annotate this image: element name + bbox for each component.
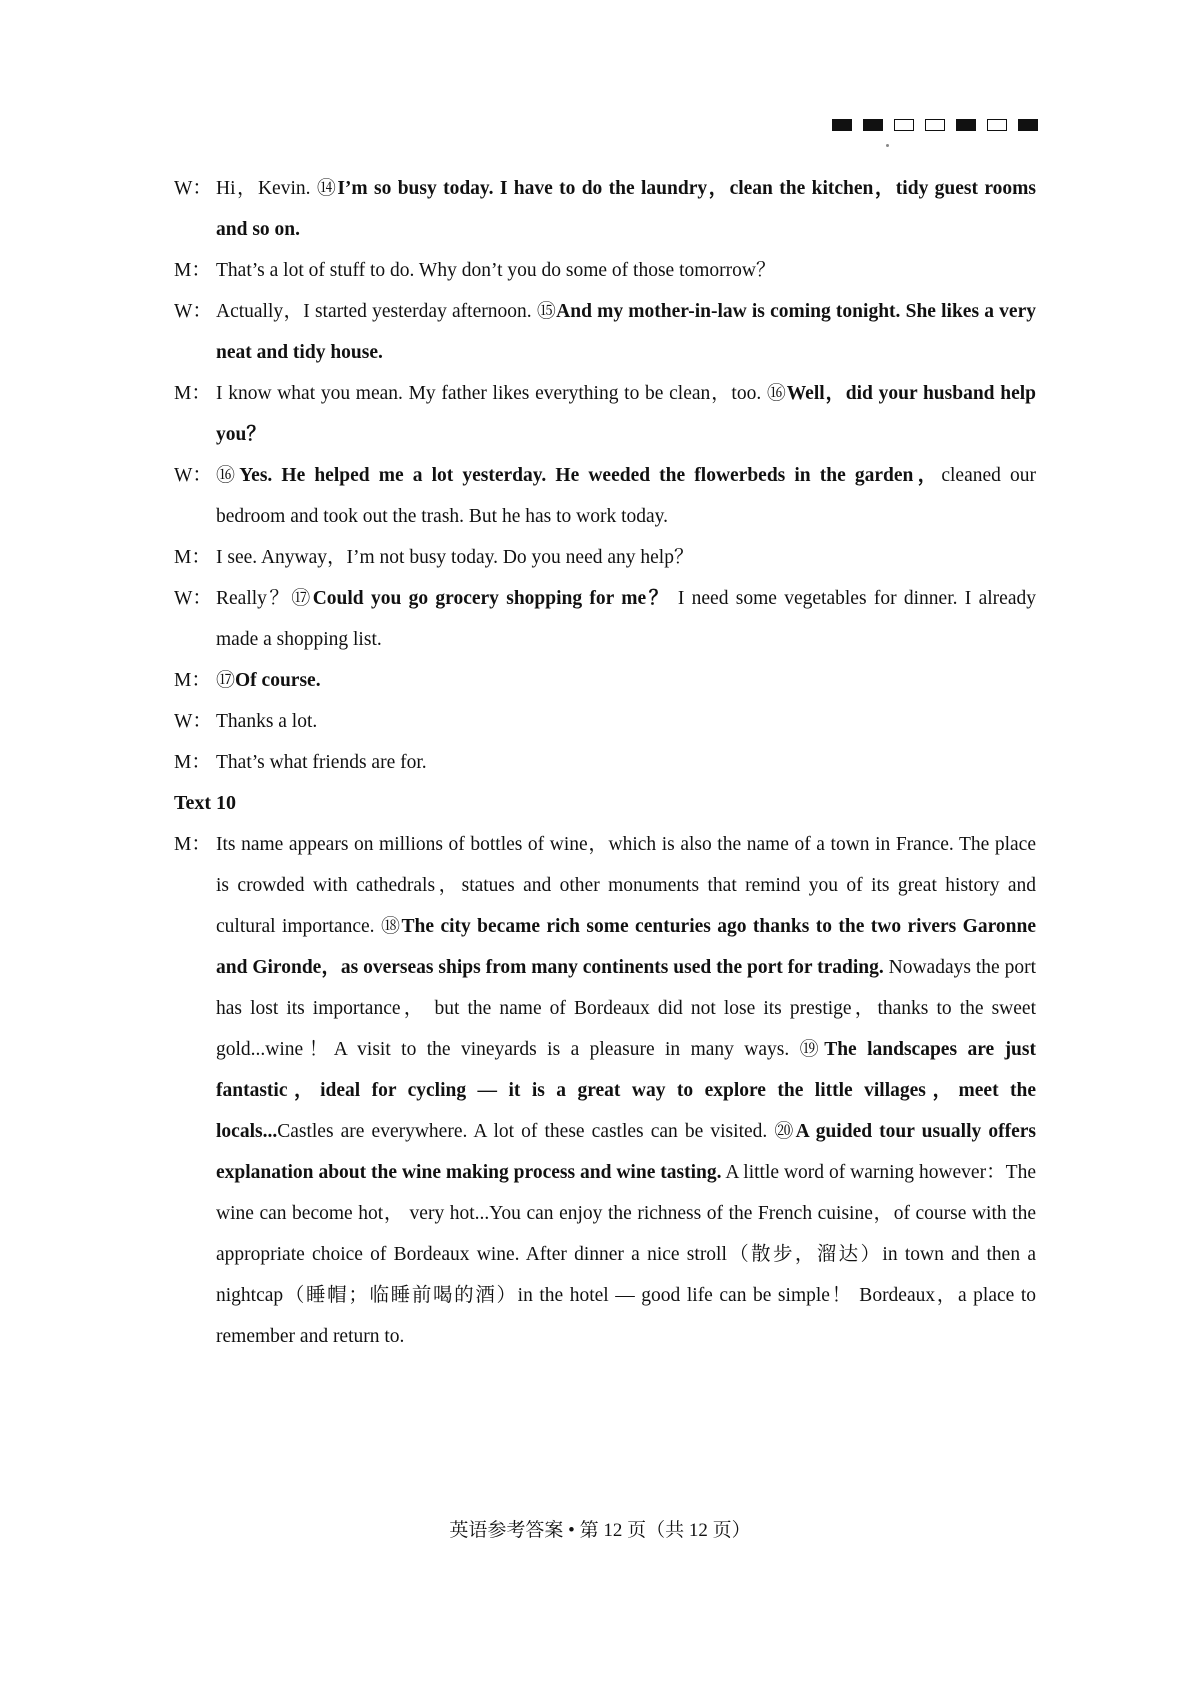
dialogue-line: [174, 660, 1036, 701]
answer-highlight: The landscapes are just fantastic，ideal for cycling — it is a great way to explore the little villages，meet the locals...: [216, 1039, 1036, 1142]
dialogue-line: [174, 291, 1036, 373]
question-number: ⑮: [536, 301, 557, 322]
monologue-text: [216, 834, 1036, 1347]
dialogue-line: [174, 537, 1036, 578]
filled-square-mark: [863, 119, 883, 131]
speaker-label: W：: [174, 711, 212, 732]
dialogue-line: [174, 455, 1036, 537]
speaker-label: M：: [174, 670, 211, 691]
page-marks: [832, 119, 1038, 131]
dialogue-line: [174, 250, 1036, 291]
text-run: Really？: [216, 588, 292, 609]
text-run: I see. Anyway，I’m not busy today. Do you need any help？: [216, 547, 694, 568]
question-number: ⑰: [291, 588, 313, 609]
dialogue-line: [174, 373, 1036, 455]
question-number: ⑲: [799, 1039, 825, 1060]
speaker-label: W：: [174, 178, 212, 199]
speaker-label: M：: [174, 752, 211, 773]
empty-square-mark: [894, 119, 914, 131]
text-run: That’s what friends are for.: [216, 752, 427, 773]
dialogue-line: [174, 578, 1036, 660]
speaker-label: M：: [174, 834, 211, 855]
text-run: That’s a lot of stuff to do. Why don’t you do some of those tomorrow？: [216, 260, 776, 281]
text-run: Castles are everywhere. A lot of these castles can be visited.: [277, 1121, 775, 1142]
speaker-label: M：: [174, 383, 211, 404]
text-run: I know what you mean. My father likes everything to be clean，too.: [216, 383, 767, 404]
text-run: I need some vegetables for dinner. I already made a shopping list.: [216, 588, 1036, 650]
speaker-label: W：: [174, 301, 212, 322]
answer-content: [174, 168, 1036, 1357]
page-footer: 英语参考答案 • 第 12 页（共 12 页）: [449, 1520, 751, 1541]
answer-highlight: The city became rich some centuries ago thanks to the two rivers Garonne and Gironde，as overseas ships from many continents used the port for trading.: [216, 916, 1036, 978]
answer-highlight: Well，did your husband help you？: [216, 383, 1036, 445]
text-run: Hi，Kevin.: [216, 178, 317, 199]
empty-square-mark: [987, 119, 1007, 131]
answer-highlight: I’m so busy today. I have to do the laundry，clean the kitchen，tidy guest rooms and so on.: [216, 178, 1036, 240]
text-run: cleaned our bedroom and took out the trash. But he has to work today.: [216, 465, 1036, 527]
section-heading: Text 10: [174, 792, 237, 814]
question-number: ⑳: [774, 1121, 796, 1142]
question-number: ⑭: [316, 178, 338, 199]
dialogue-line: [174, 701, 1036, 742]
text-run: Thanks a lot.: [216, 711, 318, 732]
dialogue-line: [174, 168, 1036, 250]
question-number: ⑯: [766, 383, 787, 404]
dialogue: [174, 168, 1036, 783]
text-run: A little word of warning however：The wine can become hot， very hot...You can enjoy the richness of the French cuisine，of course with the appropriate choice of Bordeaux wine. After dinner a nice stroll（散步，溜达）in town and then a nightcap（睡帽；临睡前喝的酒）in the hotel — good life can be simple！ Bordeaux，a place to remember and return to.: [216, 1162, 1036, 1347]
filled-square-mark: [956, 119, 976, 131]
answer-highlight: Of course.: [235, 670, 321, 691]
speck: [886, 144, 889, 147]
text-run: Its name appears on millions of bottles of wine，which is also the name of a town in France. The place is crowded with cathedrals，statues and other monuments that remind you of its great history and cultural importance.: [216, 834, 1036, 937]
text-run: Actually，I started yesterday afternoon.: [216, 301, 537, 322]
answer-highlight: Yes. He helped me a lot yesterday. He weeded the flowerbeds in the garden，: [239, 465, 942, 486]
filled-square-mark: [832, 119, 852, 131]
text-run: Nowadays the port has lost its importance， but the name of Bordeaux did not lose its prestige，thanks to the sweet gold...wine！A visit to the vineyards is a pleasure in many ways.: [216, 957, 1036, 1060]
question-number: ⑱: [380, 916, 402, 937]
speaker-label: W：: [174, 588, 212, 609]
monologue: [174, 824, 1036, 1357]
speaker-label: M：: [174, 260, 211, 281]
speaker-label: W：: [174, 465, 212, 486]
answer-highlight: A guided tour usually offers explanation about the wine making process and wine tasting.: [216, 1121, 1036, 1183]
empty-square-mark: [925, 119, 945, 131]
dialogue-line: [174, 742, 1036, 783]
question-number: ⑯: [216, 465, 240, 486]
question-number: ⑰: [216, 670, 236, 691]
speaker-label: M：: [174, 547, 211, 568]
filled-square-mark: [1018, 119, 1038, 131]
answer-highlight: Could you go grocery shopping for me？: [312, 588, 671, 609]
answer-highlight: And my mother-in-law is coming tonight. She likes a very neat and tidy house.: [216, 301, 1036, 363]
